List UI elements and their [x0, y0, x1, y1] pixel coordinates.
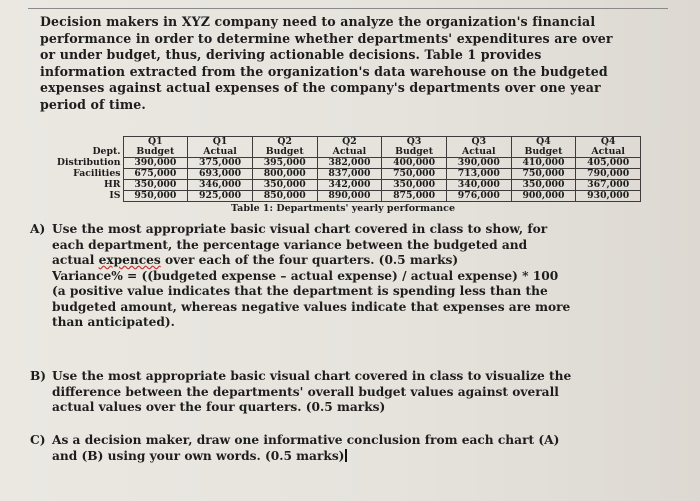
question-a-text: Use the most appropriate basic visual chart covered in class to show, for [52, 222, 548, 236]
table-cell: 675,000 [123, 169, 188, 180]
dept-name: Facilities [45, 169, 123, 180]
table-cell: 395,000 [252, 158, 317, 169]
dept-name: IS [45, 191, 123, 202]
dept-name: HR [45, 180, 123, 191]
question-a [30, 222, 630, 331]
header-quarter: Q4 [511, 137, 576, 148]
table-cell: 800,000 [252, 169, 317, 180]
question-c [30, 433, 630, 464]
table-caption: Table 1: Departments' yearly performance [231, 203, 455, 214]
table-cell: 350,000 [252, 180, 317, 191]
table-cell: 350,000 [511, 180, 576, 191]
text-cursor [345, 449, 347, 462]
intro-line: information extracted from the organization's data warehouse on the budgeted [40, 63, 608, 79]
table-cell: 750,000 [511, 169, 576, 180]
variance-formula: Variance% = ((budgeted expense – actual expense) / actual expense) * 100 [52, 268, 559, 283]
table-cell: 790,000 [576, 169, 641, 180]
question-b-line [30, 369, 630, 385]
table-cell: 410,000 [511, 158, 576, 169]
table-cell: 950,000 [123, 191, 188, 202]
header-quarter: Q2 [317, 137, 382, 148]
table-cell: 930,000 [576, 191, 641, 202]
table-cell: 693,000 [188, 169, 253, 180]
header-quarter: Q1 [123, 137, 188, 148]
table-cell: 405,000 [576, 158, 641, 169]
question-a-line: than anticipated). [52, 315, 175, 329]
table-cell: 367,000 [576, 180, 641, 191]
table-row [45, 191, 641, 202]
header-type: Actual [188, 147, 253, 158]
question-b-line: difference between the departments' overall budget values against overall [52, 384, 559, 399]
table-cell: 350,000 [123, 180, 188, 191]
question-b-line: actual values over the four quarters. (0.5 marks) [52, 400, 386, 414]
question-b [30, 369, 630, 416]
table-cell: 400,000 [382, 158, 447, 169]
header-type: Budget [382, 147, 447, 158]
header-type: Budget [511, 147, 576, 158]
table-cell: 900,000 [511, 191, 576, 202]
table-cell: 350,000 [382, 180, 447, 191]
table-row [45, 169, 641, 180]
table-header-row-types [45, 147, 641, 158]
header-type: Actual [576, 147, 641, 158]
question-a-line: (a positive value indicates that the department is spending less than the [52, 284, 548, 298]
header-dept: Dept. [92, 146, 121, 158]
table-cell: 713,000 [446, 169, 511, 180]
table-cell: 340,000 [446, 180, 511, 191]
table-row [45, 180, 641, 191]
question-a-line: each department, the percentage variance between the budgeted and [52, 237, 528, 252]
table-cell: 382,000 [317, 158, 382, 169]
table-cell: 976,000 [446, 191, 511, 202]
intro-line: performance in order to determine whether departments' expenditures are over [40, 30, 613, 46]
table-cell: 346,000 [188, 180, 253, 191]
intro-paragraph [40, 14, 640, 113]
question-c-line [30, 433, 630, 449]
dept-name: Distribution [45, 158, 123, 169]
question-a-letter: A) [30, 222, 46, 236]
table-cell: 375,000 [188, 158, 253, 169]
question-b-text: Use the most appropriate basic visual chart covered in class to visualize the [52, 369, 572, 383]
header-quarter: Q3 [446, 137, 511, 148]
question-c-text: and (B) using your own words. (0.5 marks) [52, 448, 345, 463]
table-cell: 750,000 [382, 169, 447, 180]
intro-line: Decision makers in XYZ company need to analyze the organization's financial [40, 14, 596, 29]
question-b-letter: B) [30, 369, 47, 383]
table-cell: 875,000 [382, 191, 447, 202]
table-cell: 390,000 [123, 158, 188, 169]
header-quarter: Q3 [382, 137, 447, 148]
question-a-line [30, 253, 630, 269]
header-quarter: Q1 [188, 137, 253, 148]
question-a-line [30, 222, 630, 238]
table-cell: 390,000 [446, 158, 511, 169]
performance-table-wrapper [45, 136, 641, 214]
header-quarter: Q2 [252, 137, 317, 148]
table-cell: 890,000 [317, 191, 382, 202]
table-cell: 850,000 [252, 191, 317, 202]
misspelled-word: expences [98, 253, 161, 267]
header-type: Budget [252, 147, 317, 158]
table-cell: 342,000 [317, 180, 382, 191]
header-type: Actual [317, 147, 382, 158]
table-row [45, 158, 641, 169]
table-cell: 925,000 [188, 191, 253, 202]
header-type: Budget [123, 147, 188, 158]
question-a-line: budgeted amount, whereas negative values indicate that expenses are more [52, 299, 571, 314]
performance-table [45, 136, 641, 202]
table-cell: 837,000 [317, 169, 382, 180]
header-type: Actual [446, 147, 511, 158]
intro-line: period of time. [40, 96, 146, 112]
question-c-text: As a decision maker, draw one informative conclusion from each chart (A) [52, 433, 560, 447]
intro-line: or under budget, thus, deriving actionable decisions. Table 1 provides [40, 47, 542, 62]
top-divider [28, 8, 668, 9]
intro-line: expenses against actual expenses of the company's departments over one year [40, 80, 601, 95]
question-a-text: actual [52, 253, 99, 267]
question-a-text: over each of the four quarters. (0.5 marks) [160, 253, 459, 267]
header-quarter: Q4 [576, 137, 641, 148]
question-c-letter: C) [30, 433, 46, 447]
question-c-line [30, 449, 630, 465]
